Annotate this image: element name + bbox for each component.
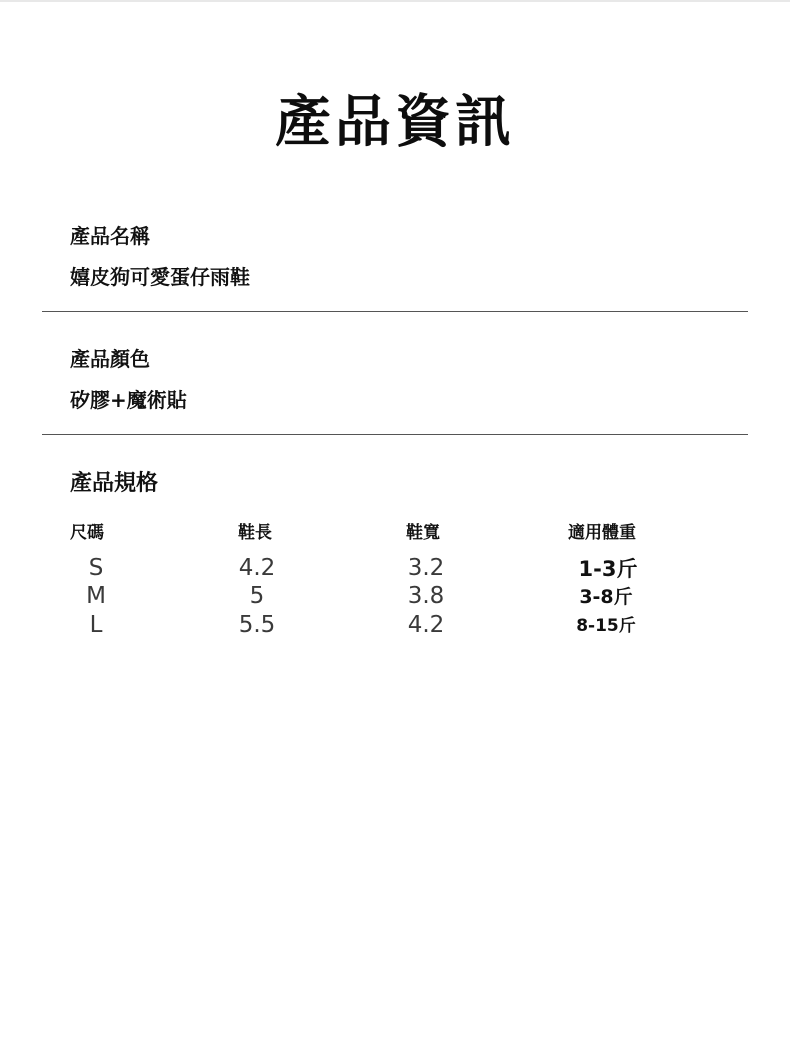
width-cell: 4.2 [407,612,445,638]
column-header-width: 鞋寬 [406,523,440,543]
product-name-label: 產品名稱 [70,224,150,248]
length-cell: 5 [249,583,265,609]
product-name-value: 嬉皮狗可愛蛋仔雨鞋 [70,265,250,289]
size-cell: M [86,583,106,609]
column-header-size: 尺碼 [70,523,104,543]
length-cell: 5.5 [238,612,276,638]
length-cell: 4.2 [238,555,276,581]
weight-cell: 3-8斤 [579,586,633,608]
column-header-weight: 適用體重 [568,523,636,543]
width-cell: 3.2 [407,555,445,581]
top-border [0,0,790,2]
size-cell: S [88,555,104,581]
width-cell: 3.8 [407,583,445,609]
product-spec-label: 產品規格 [70,471,159,496]
column-header-length: 鞋長 [238,523,272,543]
weight-cell: 8-15斤 [576,616,636,636]
page-title: 產品資訊 [275,90,515,155]
product-color-label: 產品顏色 [70,347,150,371]
weight-cell: 1-3斤 [578,557,638,581]
divider [42,434,748,435]
product-color-value: 矽膠+魔術貼 [70,388,187,412]
divider [42,311,748,312]
size-cell: L [89,612,103,638]
